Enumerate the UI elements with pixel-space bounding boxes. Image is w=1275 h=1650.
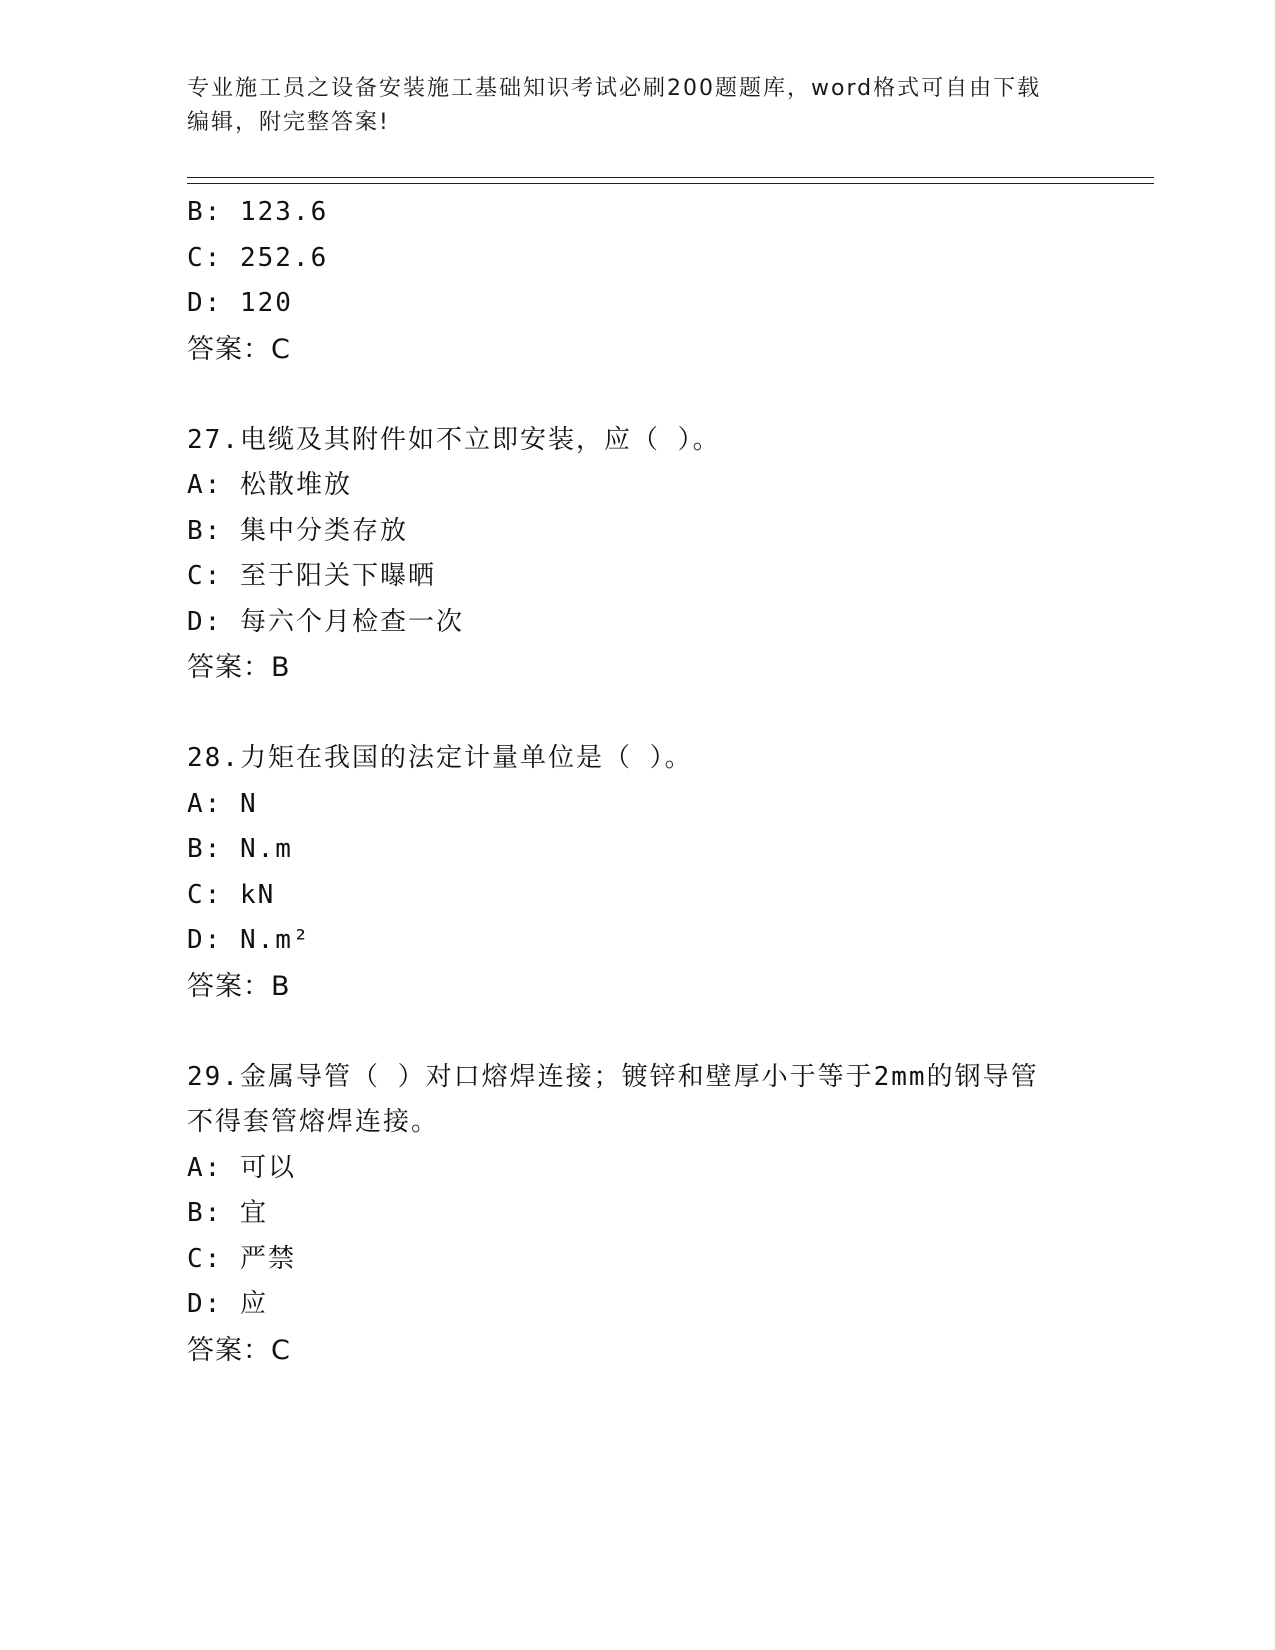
question-stem: 27.电缆及其附件如不立即安装，应（ ）。 [187, 424, 721, 455]
spacer [187, 691, 1087, 737]
option-b: B: 123.6 [187, 197, 329, 227]
option-b: B: 宜 [187, 1198, 268, 1228]
option-d: D: 应 [187, 1289, 268, 1319]
question-stem: 28.力矩在我国的法定计量单位是（ ）。 [187, 743, 693, 773]
question-27 [187, 418, 1087, 691]
answer: 答案：C [187, 333, 291, 365]
option-d: D: 每六个月检查一次 [187, 606, 464, 637]
option-c: C: 至于阳关下曝晒 [187, 561, 436, 591]
option-b: B: N.m [187, 834, 293, 864]
header-divider [187, 177, 1154, 184]
answer: 答案：B [187, 970, 291, 1002]
spacer [187, 372, 1087, 418]
answer: 答案：B [187, 652, 291, 683]
answer: 答案：C [187, 1334, 291, 1366]
option-c: C: kN [187, 879, 276, 910]
spacer [187, 1009, 1087, 1055]
header-line-1: 专业施工员之设备安装施工基础知识考试必刷200题题库，word格式可自由下载 [187, 76, 1042, 101]
option-c: C: 252.6 [187, 242, 329, 273]
question-stem-line-1: 29.金属导管（ ）对口熔焊连接；镀锌和壁厚小于等于2mm的钢导管 [187, 1061, 1039, 1092]
question-26-partial [187, 190, 1087, 372]
option-d: D: N.m² [187, 925, 311, 955]
question-stem-line-2: 不得套管熔焊连接。 [187, 1107, 440, 1137]
question-29 [187, 1055, 1087, 1374]
option-d: D: 120 [187, 288, 293, 318]
option-a: A: N [187, 788, 258, 819]
question-list [187, 190, 1087, 1373]
header-line-2: 编辑，附完整答案! [187, 110, 390, 135]
option-a: A: 松散堆放 [187, 470, 352, 500]
option-b: B: 集中分类存放 [187, 515, 408, 546]
option-a: A: 可以 [187, 1152, 296, 1183]
option-c: C: 严禁 [187, 1243, 296, 1274]
question-28 [187, 736, 1087, 1009]
page-header [187, 72, 1067, 140]
